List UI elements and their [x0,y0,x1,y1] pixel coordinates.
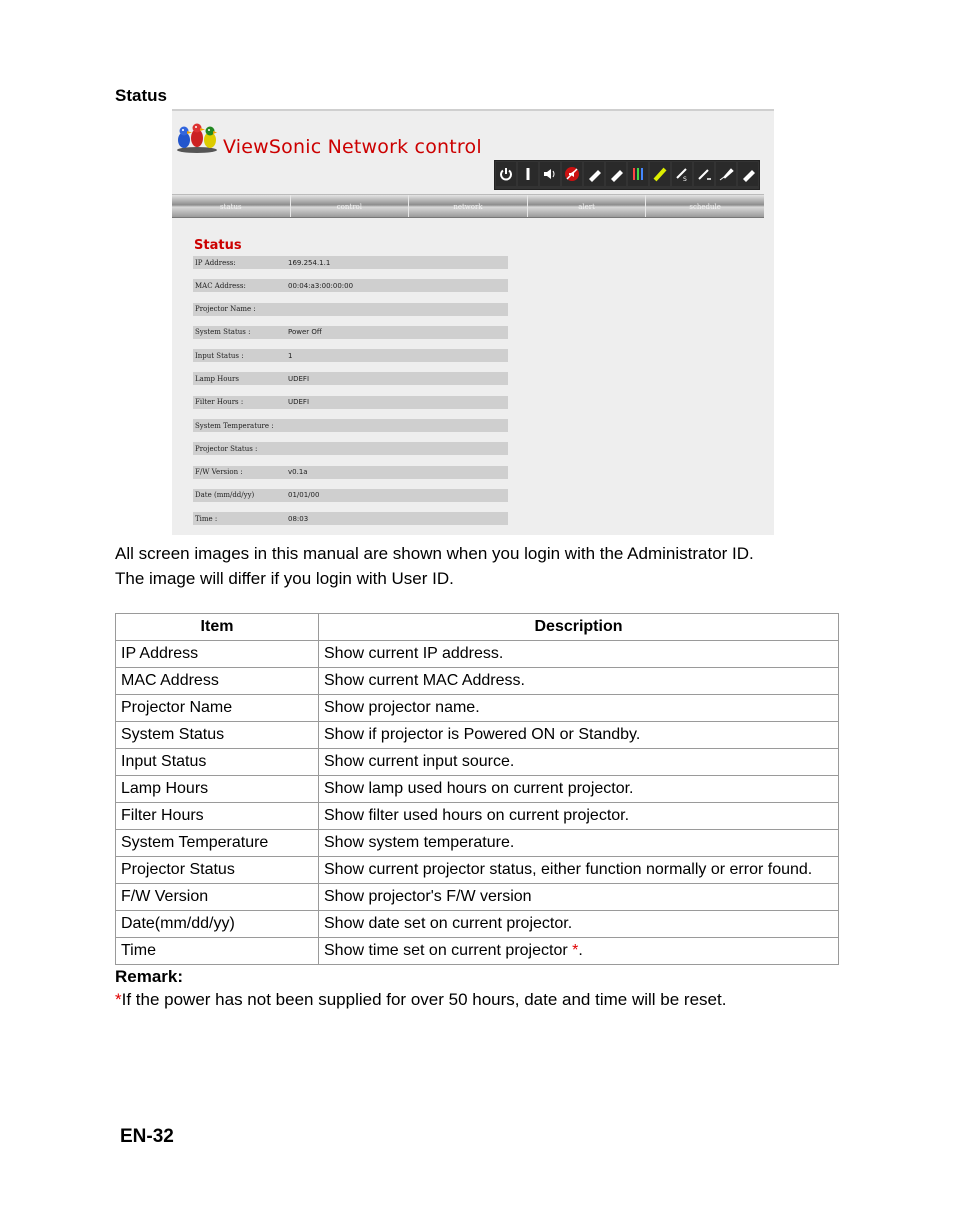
item-cell: MAC Address [116,668,319,695]
plug2-icon[interactable] [716,162,736,186]
row-label: System Status : [195,328,251,337]
status-row-system-temperature [193,419,508,432]
table-row [116,668,839,695]
asterisk-mark: * [572,942,579,959]
row-label: IP Address: [195,258,236,267]
row-value: 169.254.1.1 [288,258,331,267]
mute-icon[interactable] [562,162,582,186]
description-cell: Show current input source. [319,749,839,776]
table-row [116,911,839,938]
item-cell: Time [116,938,319,965]
status-rows [193,256,508,536]
description-cell: Show lamp used hours on current projector. [319,776,839,803]
description-cell [319,938,839,965]
row-label: Projector Name : [195,305,256,314]
svg-text:S: S [683,176,687,182]
item-cell: IP Address [116,641,319,668]
row-value: v0.1a [288,468,308,477]
tab-alert[interactable]: alert [528,195,647,217]
row-value: 08:03 [288,514,309,523]
component-icon[interactable] [694,162,714,186]
tab-status[interactable]: status [172,195,291,217]
row-label: Filter Hours : [195,398,244,407]
status-row-lamp-hours [193,372,508,385]
toolbar [494,160,760,190]
audio-icon[interactable] [540,162,560,186]
header-description: Description [319,614,839,641]
row-label: Projector Status : [195,444,258,453]
plug-icon[interactable] [584,162,604,186]
description-text: Show time set on current projector [324,942,573,959]
table-row [116,722,839,749]
table-row [116,884,839,911]
remark-body: If the power has not been supplied for over 50 hours, date and time will be reset. [121,990,727,1009]
row-label: F/W Version : [195,468,243,477]
status-row-input-status [193,349,508,362]
svideo-icon[interactable] [672,162,692,186]
viewsonic-birds-logo [176,121,218,155]
header-item: Item [116,614,319,641]
description-cell: Show current MAC Address. [319,668,839,695]
table-row [116,803,839,830]
row-label: Lamp Hours [195,374,239,383]
item-cell: Input Status [116,749,319,776]
table-row [116,776,839,803]
table-row [116,938,839,965]
panel-title: Status [194,238,242,253]
status-row-projector-status [193,442,508,455]
table-row [116,695,839,722]
remark-text [115,990,726,1010]
brand-title: ViewSonic Network control [223,136,482,158]
table-row [116,830,839,857]
status-row-system-status [193,326,508,339]
description-cell: Show date set on current projector. [319,911,839,938]
remark-title: Remark: [115,967,184,986]
row-label: Input Status : [195,351,244,360]
description-suffix: . [578,942,583,959]
intro-line: All screen images in this manual are shown when you login with the Administrator ID. [115,544,754,563]
intro-line: The image will differ if you login with User ID. [115,569,454,588]
tab-control[interactable]: control [291,195,410,217]
status-row-filter-hours [193,396,508,409]
table-row [116,749,839,776]
description-cell: Show system temperature. [319,830,839,857]
status-row-date [193,489,508,502]
row-value: 00:04:a3:00:00:00 [288,281,354,290]
row-label: System Temperature : [195,421,274,430]
nav-bar [172,194,764,218]
tab-schedule[interactable]: schedule [689,203,721,211]
description-table [115,613,839,965]
description-cell: Show current IP address. [319,641,839,668]
row-label: Time : [195,514,218,523]
row-label: Date (mm/dd/yy) [195,491,255,500]
row-value: Power Off [288,328,322,337]
power-icon[interactable] [496,162,516,186]
description-cell: Show projector name. [319,695,839,722]
row-value: 01/01/00 [288,491,320,500]
section-heading: Status [115,86,167,105]
table-header-row [116,614,839,641]
video-icon[interactable] [650,162,670,186]
row-value: UDEFI [288,398,310,407]
tab-network[interactable]: network [409,195,528,217]
item-cell: System Status [116,722,319,749]
asterisk-mark: * [115,990,122,1009]
status-row-projector-name [193,303,508,316]
input-icon[interactable] [518,162,538,186]
item-cell: Filter Hours [116,803,319,830]
intro-paragraph [115,541,855,591]
status-row-ip [193,256,508,269]
network-control-screenshot [172,109,774,535]
item-cell: F/W Version [116,884,319,911]
status-row-time [193,512,508,525]
plug3-icon[interactable] [738,162,758,186]
table-row [116,857,839,884]
item-cell: Date(mm/dd/yy) [116,911,319,938]
item-cell: Lamp Hours [116,776,319,803]
status-row-fw-version [193,466,508,479]
status-row-mac [193,279,508,292]
item-cell: System Temperature [116,830,319,857]
description-cell: Show filter used hours on current projector. [319,803,839,830]
description-cell: Show if projector is Powered ON or Standby. [319,722,839,749]
plug-icon-2[interactable] [606,162,626,186]
description-cell: Show projector's F/W version [319,884,839,911]
row-value: 1 [288,351,293,360]
row-label: MAC Address: [195,281,246,290]
page-number: EN-32 [120,1126,174,1147]
row-value: UDEFI [288,374,310,383]
item-cell: Projector Name [116,695,319,722]
item-cell: Projector Status [116,857,319,884]
rgb-icon[interactable] [628,162,648,186]
table-row [116,641,839,668]
description-cell: Show current projector status, either function normally or error found. [319,857,839,884]
